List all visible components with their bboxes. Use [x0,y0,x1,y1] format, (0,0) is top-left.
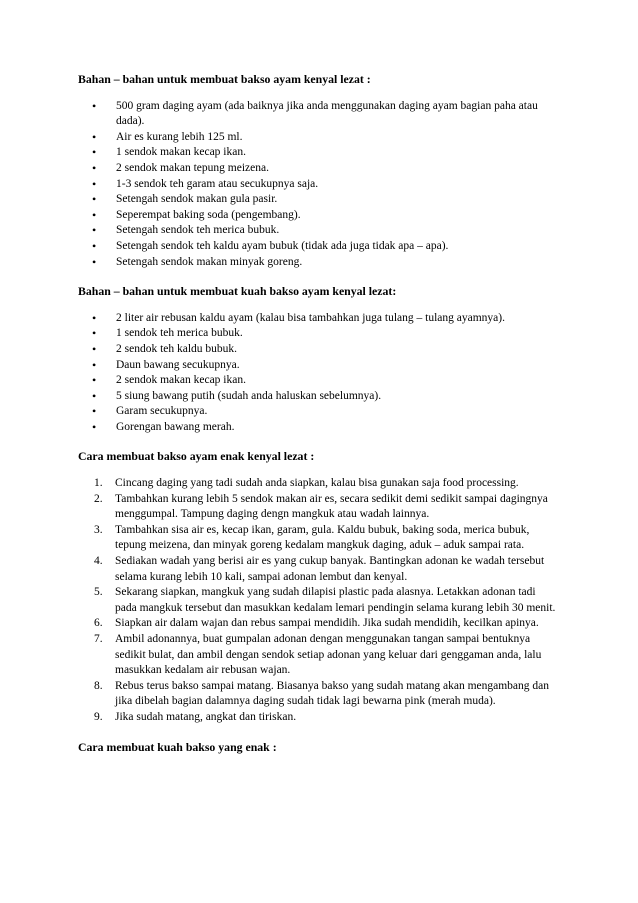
list-item: • Setengah sendok makan minyak goreng. [78,255,558,271]
step-number: 5. [94,586,103,599]
step-text: Ambil adonannya, buat gumpalan adonan dengan menggunakan tangan sampai bentuknya sedikit bulat, dan ambil dengan sendok setiap adonan yang keluar dari genggaman anda, lalu masukkan kedalam air rebusan wajan. [115,633,542,677]
step-number: 9. [94,710,103,723]
list-bahan-bakso [78,99,558,271]
step-item [78,523,558,554]
list-item: • 5 siung bawang putih (sudah anda haluskan sebelumnya). [78,389,558,405]
steps-cara-bakso [78,476,558,726]
step-number: 7. [94,633,103,645]
step-item [78,710,558,726]
step-item [78,585,558,616]
list-item: • Gorengan bawang merah. [78,420,558,436]
step-text: Cincang daging yang tadi sudah anda siapkan, kalau bisa gunakan saja food processing. [115,477,519,490]
list-bahan-kuah [78,311,558,436]
list-item: • Garam secukupnya. [78,404,558,420]
step-number: 6. [94,617,103,630]
step-number: 3. [94,523,103,536]
heading-cara-kuah: Cara membuat kuah bakso yang enak : [78,739,277,754]
step-item [78,632,558,679]
step-item [78,492,558,523]
list-item: • 500 gram daging ayam (ada baiknya jika anda menggunakan daging ayam bagian paha atau dada). [78,99,558,130]
step-item [78,616,558,632]
list-item: • 2 sendok makan tepung meizena. [78,161,558,177]
list-item: • Setengah sendok makan gula pasir. [78,192,558,208]
heading-cara-bakso: Cara membuat bakso ayam enak kenyal lezat : [78,449,315,464]
list-item: • Setengah sendok teh kaldu ayam bubuk (tidak ada juga tidak apa – apa). [78,239,558,255]
list-item: • Seperempat baking soda (pengembang). [78,208,558,224]
step-item [78,554,558,585]
step-number: 2. [94,492,103,505]
step-text: Tambahkan sisa air es, kecap ikan, garam, gula. Kaldu bubuk, baking soda, merica bubuk, tepung meizena, dan minyak goreng kedalam mangkuk daging, aduk – aduk sampai rata. [115,523,530,552]
step-text: Jika sudah matang, angkat dan tiriskan. [115,710,297,723]
list-item: • 2 liter air rebusan kaldu ayam (kalau bisa tambahkan juga tulang – tulang ayamnya). [78,311,558,327]
list-item: • Air es kurang lebih 125 ml. [78,130,558,146]
step-text: Sekarang siapkan, mangkuk yang sudah dilapisi plastic pada alasnya. Letakkan adonan tadi pada mangkuk tersebut dan masukkan kedalam lemari pendingin selama kurang lebih 30 menit. [115,586,556,614]
step-number: 4. [94,555,103,568]
step-text: Sediakan wadah yang berisi air es yang cukup banyak. Bantingkan adonan ke wadah tersebut selama kurang lebih 10 kali, sampai adonan lembut dan kenyal. [115,555,545,583]
step-item [78,679,558,710]
list-item: • 1-3 sendok teh garam atau secukupnya saja. [78,177,558,193]
step-number: 1. [94,477,103,490]
heading-bahan-bakso: Bahan – bahan untuk membuat bakso ayam kenyal lezat : [78,72,371,86]
step-text: Tambahkan kurang lebih 5 sendok makan air es, secara sedikit demi sedikit sampai dagingnya menggumpal. Tampung daging dengn mangkuk atau wadah lainnya. [115,492,548,521]
list-item: • 2 sendok makan kecap ikan. [78,373,558,389]
list-item: • 2 sendok teh kaldu bubuk. [78,342,558,358]
step-item [78,476,558,492]
list-item: • Daun bawang secukupnya. [78,358,558,374]
list-item: • 1 sendok teh merica bubuk. [78,326,558,342]
step-text: Siapkan air dalam wajan dan rebus sampai mendidih. Jika sudah mendidih, kecilkan apinya. [115,617,539,630]
document-body [78,72,558,755]
step-number: 8. [94,679,103,692]
list-item: • 1 sendok makan kecap ikan. [78,145,558,161]
step-text: Rebus terus bakso sampai matang. Biasanya bakso yang sudah matang akan mengambang dan jika dibelah bagian dalamnya daging sudah tidak lagi bewarna pink (merah muda). [115,679,550,708]
heading-bahan-kuah: Bahan – bahan untuk membuat kuah bakso ayam kenyal lezat: [78,284,397,299]
list-item: • Setengah sendok teh merica bubuk. [78,223,558,239]
